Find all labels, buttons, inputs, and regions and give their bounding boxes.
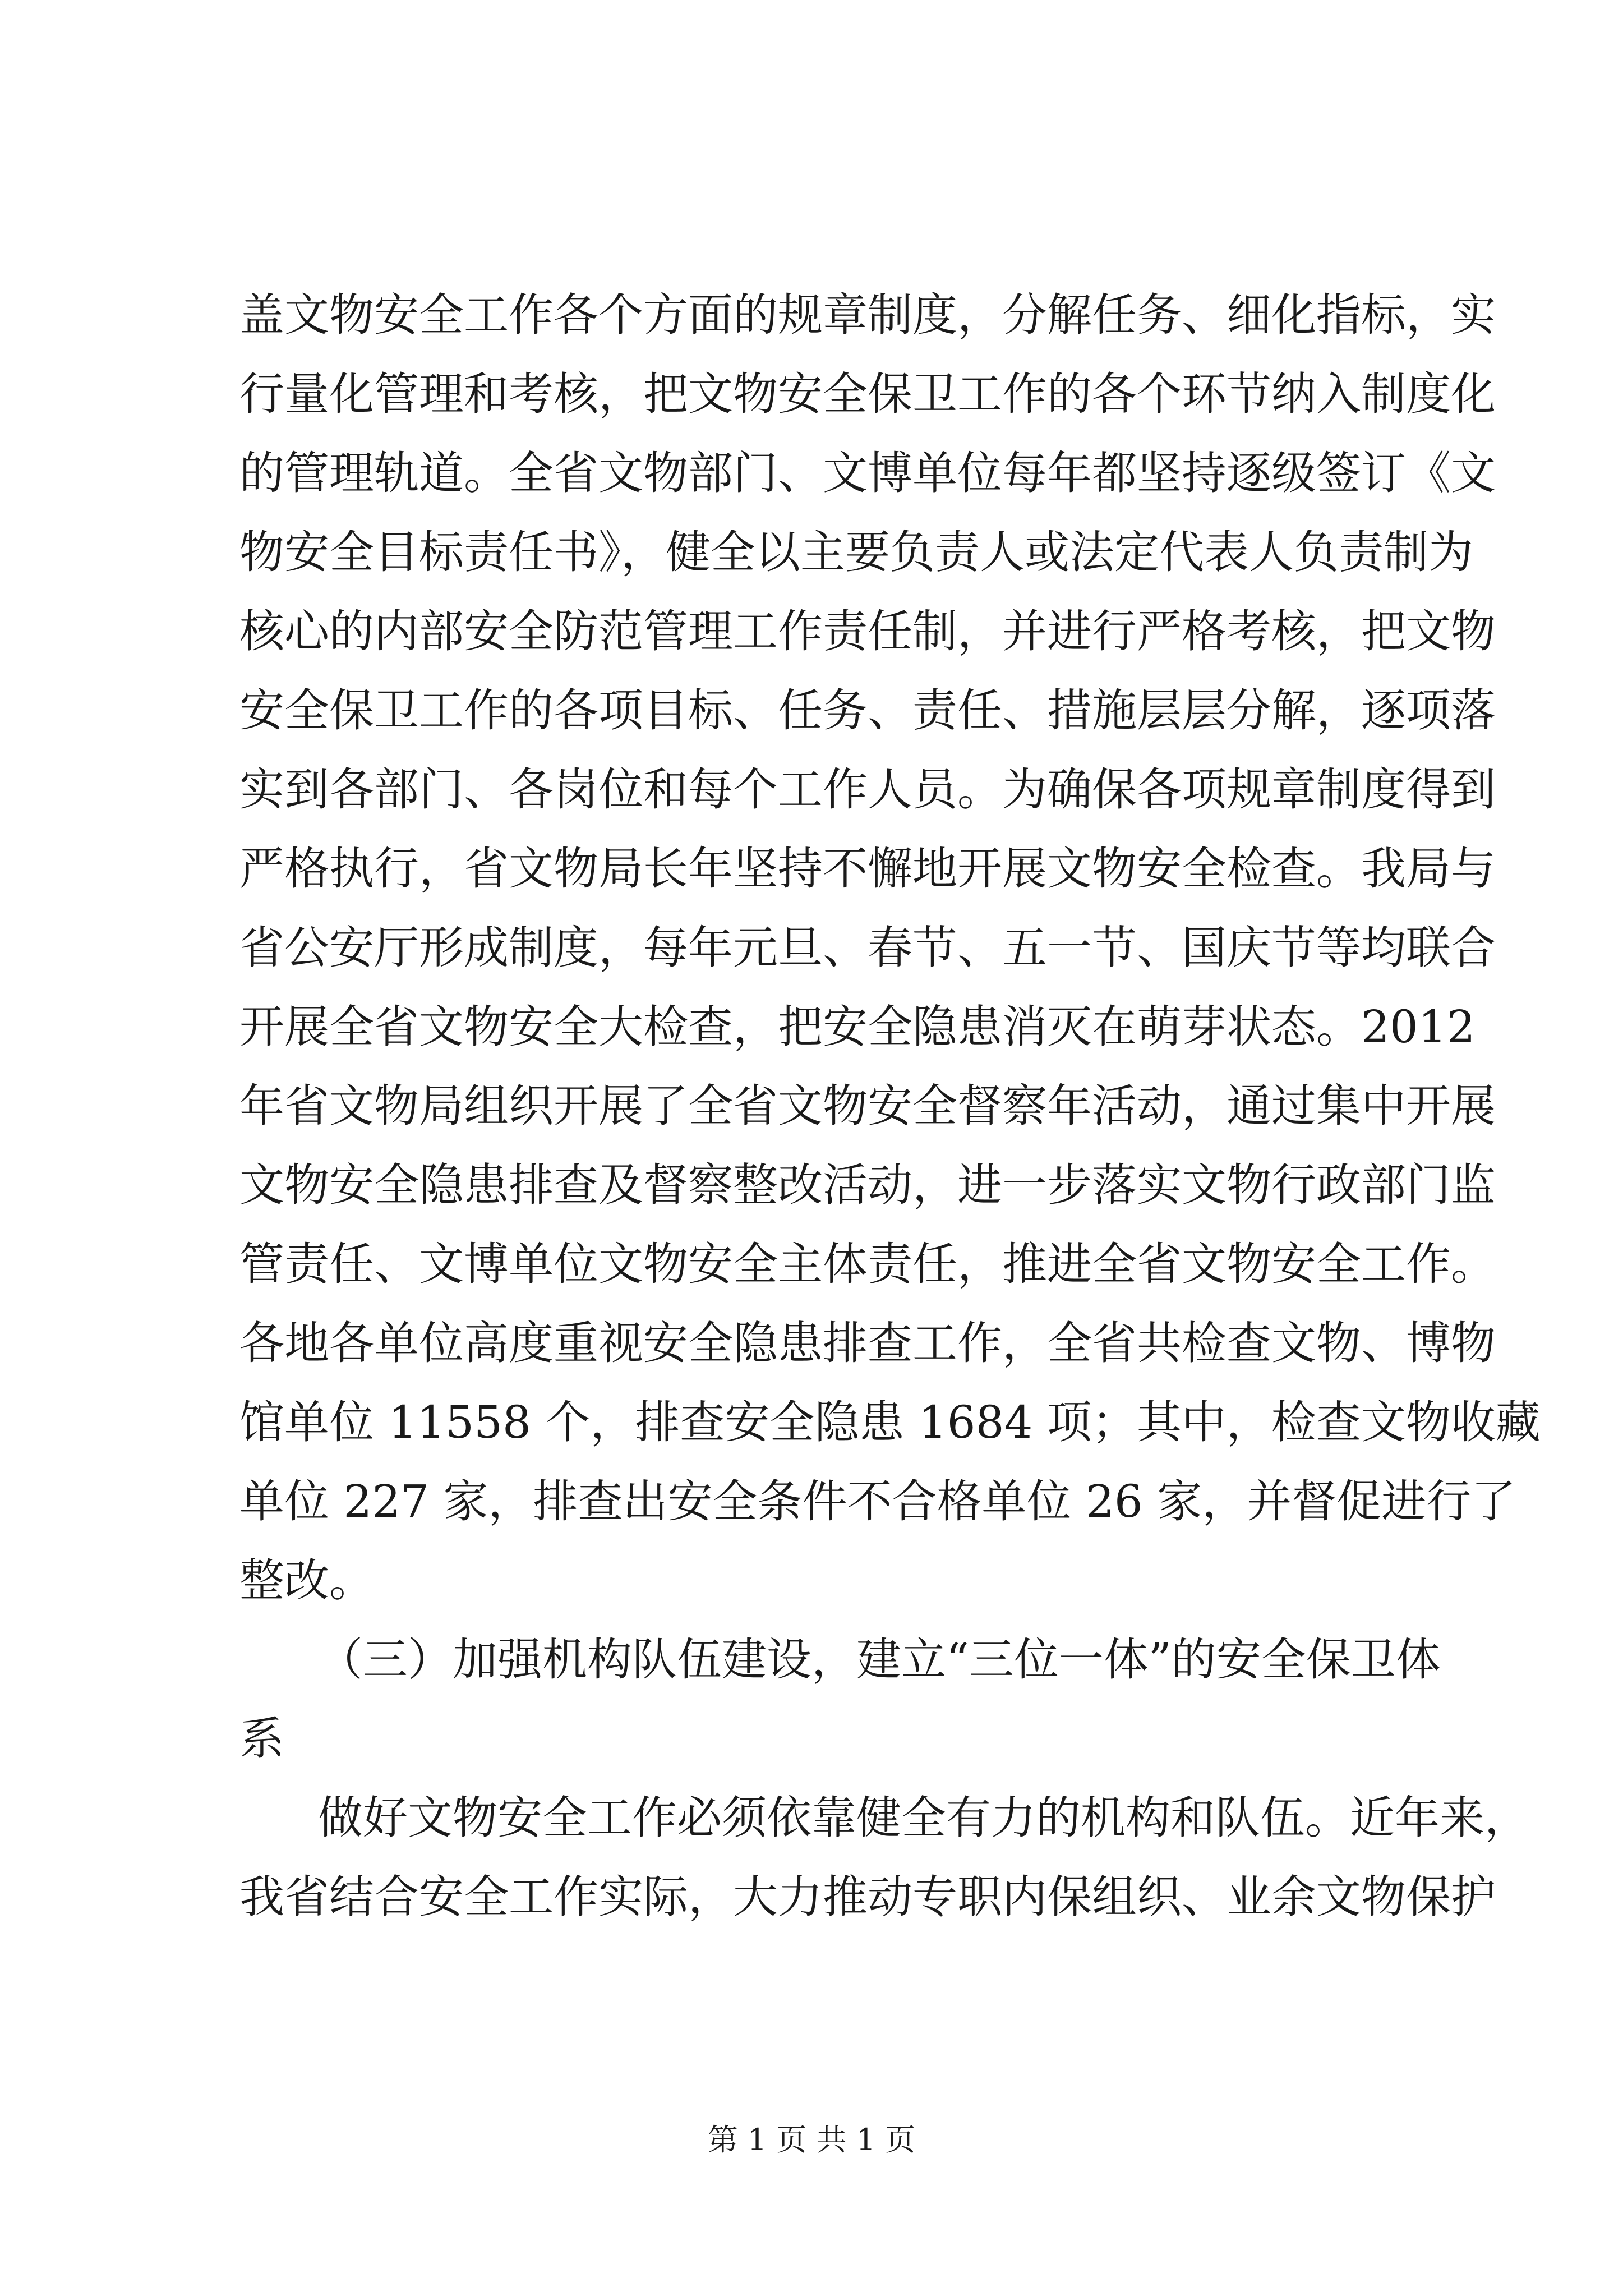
text-line: 馆单位 11558 个，排查安全隐患 1684 项；其中，检查文物收藏 [239, 1396, 1541, 1448]
text-line: 开展全省文物安全大检查，把安全隐患消灭在萌芽状态。2012 [239, 1001, 1476, 1053]
text-line: 省公安厅形成制度，每年元旦、春节、五一节、国庆节等均联合 [239, 922, 1496, 974]
text-line-paragraph-end: 整改。 [239, 1554, 374, 1607]
text-line: 我省结合安全工作实际，大力推动专职内保组织、业余文物保护 [239, 1871, 1496, 1923]
page-number-footer: 第 1 页 共 1 页 [707, 2122, 916, 2157]
paragraph-first-line: 做好文物安全工作必须依靠健全有力的机构和队伍。近年来， [318, 1792, 1529, 1844]
text-line: 物安全目标责任书》，健全以主要负责人或法定代表人负责制为 [239, 526, 1473, 578]
text-line: 单位 227 家，排查出安全条件不合格单位 26 家，并督促进行了 [239, 1475, 1516, 1527]
text-line: 管责任、文博单位文物安全主体责任，推进全省文物安全工作。 [239, 1238, 1496, 1290]
text-line: 文物安全隐患排查及督察整改活动，进一步落实文物行政部门监 [239, 1159, 1496, 1211]
text-line: 年省文物局组织开展了全省文物安全督察年活动，通过集中开展 [239, 1080, 1496, 1132]
section-heading: （三）加强机构队伍建设，建立“三位一体”的安全保卫体 [318, 1634, 1441, 1686]
text-line: 行量化管理和考核，把文物安全保卫工作的各个环节纳入制度化 [239, 368, 1496, 420]
text-line: 严格执行，省文物局长年坚持不懈地开展文物安全检查。我局与 [239, 843, 1496, 895]
text-line: 盖文物安全工作各个方面的规章制度，分解任务、细化指标，实 [239, 289, 1496, 341]
text-line: 安全保卫工作的各项目标、任务、责任、措施层层分解，逐项落 [239, 684, 1496, 737]
text-line: 核心的内部安全防范管理工作责任制，并进行严格考核，把文物 [239, 605, 1496, 657]
text-line: 的管理轨道。全省文物部门、文博单位每年都坚持逐级签订《文 [239, 447, 1496, 499]
text-line: 各地各单位高度重视安全隐患排查工作，全省共检查文物、博物 [239, 1317, 1496, 1369]
section-heading-continuation: 系 [239, 1713, 284, 1765]
text-line: 实到各部门、各岗位和每个工作人员。为确保各项规章制度得到 [239, 763, 1496, 816]
